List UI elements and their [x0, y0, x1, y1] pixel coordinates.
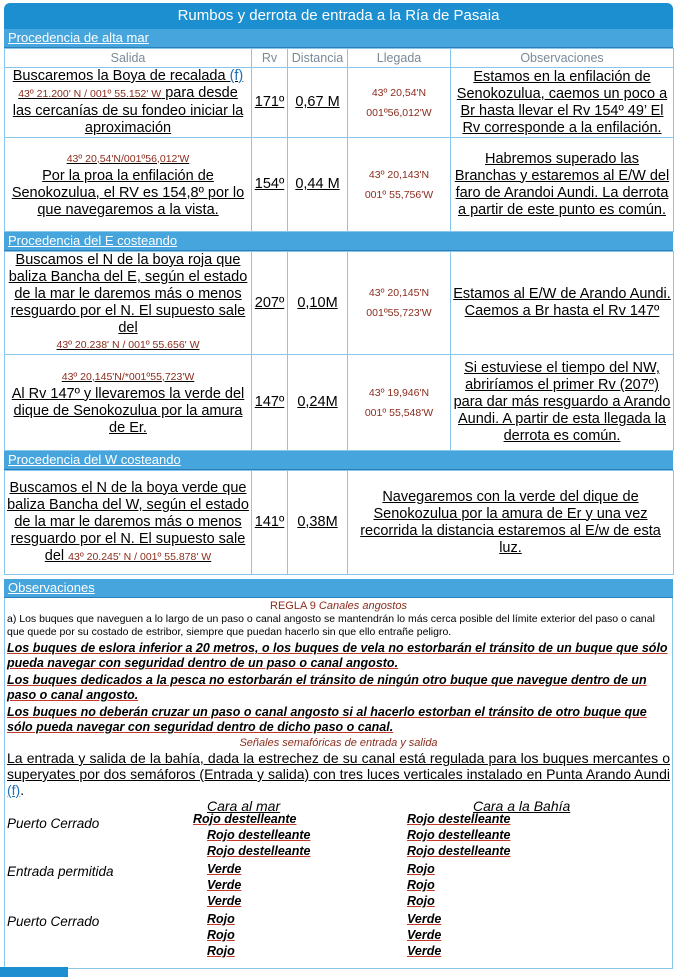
page-title: Rumbos y derrota de entrada a la Ría de Pasaia — [4, 3, 673, 29]
signal-bahia: Rojo destelleante — [407, 844, 511, 858]
signal-mar: Verde — [207, 862, 242, 876]
regla-bold-1: Los buques de eslora inferior a 20 metros, o los buques de vela no estorbarán el tránsito de un buque que sólo pueda navegar con seguridad dentro de un paso o canal angosto. — [7, 641, 668, 670]
signal-label: Puerto Cerrado — [7, 816, 100, 831]
obs-cell: Habremos superado las Branchas y estaremos al E/W del faro de Arandoi Aundi. La derrota a partir de este punto es común. — [451, 138, 674, 232]
regla-bold-2: Los buques dedicados a la pesca no estorbarán el tránsito de ningún otro buque que navegue dentro de un paso o canal angosto. — [7, 673, 647, 702]
signal-bahia: Verde — [407, 928, 442, 942]
table-row — [5, 138, 674, 232]
obs-cell: Si estuviese el tiempo del NW, abriríamos el primer Rv (207º) para dar más resguardo a Arando Aundi. A partir de esta llegada la derrota es común. — [451, 355, 674, 451]
signal-bahia: Rojo destelleante — [407, 812, 511, 826]
llegada-cell: 43º 20,143'N 001º 55,756'W — [348, 138, 451, 232]
rv-cell: 141º — [252, 471, 288, 575]
salida-cell: 43º 20,54'N/001º56,012'W Por la proa la enfilación de Senokozulua, el RV es 154,8º por lo que navegaremos a la vista. — [5, 138, 252, 232]
section-este[interactable]: Procedencia del E costeando — [4, 232, 673, 251]
regla-text: a) Los buques que naveguen a lo largo de un paso o canal angosto se mantendrán lo más cerca posible del límite exterior del paso o canal que quede por su costado de estribor, siempre que puedan hacerlo sin que ello entrañe peligro. — [7, 613, 655, 638]
coord-salida: 43º 20.238' N / 001º 55.656' W — [56, 339, 200, 351]
signal-mar: Rojo — [207, 928, 235, 942]
llegada-cell: 43º 20,145'N 001º55,723'W — [348, 252, 451, 355]
signal-bahia: Rojo — [407, 862, 435, 876]
footer-bar — [0, 967, 68, 977]
section-observaciones[interactable]: Observaciones — [4, 579, 673, 598]
coord-salida: 43º 20.245' N / 001º 55.878' W — [68, 550, 212, 563]
rv-cell: 207º — [252, 252, 288, 355]
section-alta-mar[interactable]: Procedencia de alta mar — [4, 29, 673, 48]
col-cara-mar: Cara al mar — [207, 798, 281, 814]
signal-mar: Rojo destelleante — [193, 812, 297, 826]
signal-mar: Rojo — [207, 912, 235, 926]
page — [4, 3, 673, 969]
rv-cell: 147º — [252, 355, 288, 451]
signal-mar: Rojo destelleante — [207, 828, 311, 842]
salida-cell: Buscamos el N de la boya roja que baliza Bancha del E, según el estado de la mar le daremos más o menos resguardo por el N. El supuesto sale del 43º 20.238' N / 001º 55.656' W — [5, 252, 252, 355]
coord-salida: 43º 21.200' N / 001º 55.152' W — [18, 88, 162, 100]
table-oeste — [4, 470, 674, 575]
salida-cell: 43º 20,145'N/*001º55,723'W Al Rv 147º y llevaremos la verde del dique de Senokozulua por la amura de Er. — [5, 355, 252, 451]
table-row — [5, 471, 674, 575]
header-observaciones: Observaciones — [451, 49, 674, 68]
distancia-cell: 0,67 M — [288, 68, 348, 138]
header-llegada: Llegada — [348, 49, 451, 68]
regla-bold-3: Los buques no deberán cruzar un paso o canal angosto si al hacerlo estorban el tránsito de otro buque que sólo pueda navegar con seguridad dentro de dicho paso o canal. — [7, 705, 647, 734]
table-header — [5, 49, 674, 68]
signal-bahia: Verde — [407, 912, 442, 926]
link-f[interactable]: (f) — [229, 68, 244, 84]
header-salida: Salida — [5, 49, 252, 68]
header-rv: Rv — [252, 49, 288, 68]
senales-paragraph: La entrada y salida de la bahía, dada la estrechez de su canal está regulada para los buques mercantes o superyates por dos semáforos (Entrada y salida) con tres luces verticales instalado en Punta Arando Aundi (f). — [7, 750, 670, 798]
table-row — [5, 252, 674, 355]
rv-cell: 154º — [252, 138, 288, 232]
table-alta-mar — [4, 48, 674, 232]
regla-title: REGLA 9 Canales angostos — [270, 600, 407, 612]
signal-label: Puerto Cerrado — [7, 914, 100, 929]
salida-cell: Buscaremos la Boya de recalada (f) 43º 21.200' N / 001º 55.152' W para desde las cercanías de su fondeo iniciar la aproximación — [5, 68, 252, 138]
table-row — [5, 355, 674, 451]
distancia-cell: 0,38M — [288, 471, 348, 575]
col-cara-bahia: Cara a la Bahía — [473, 798, 571, 814]
obs-cell: Navegaremos con la verde del dique de Senokozulua por la amura de Er y una vez recorrida la distancia estaremos al E/w de esta luz. — [348, 471, 674, 575]
signals-table — [7, 798, 670, 958]
llegada-cell: 43º 19,946'N 001º 55,548'W — [348, 355, 451, 451]
signal-bahia: Verde — [407, 944, 442, 958]
header-distancia: Distancia — [288, 49, 348, 68]
signal-bahia: Rojo destelleante — [407, 828, 511, 842]
obs-cell: Estamos al E/W de Arando Aundi. Caemos a Br hasta el Rv 147º — [451, 252, 674, 355]
table-este — [4, 251, 674, 451]
signal-mar: Rojo destelleante — [207, 844, 311, 858]
signal-bahia: Rojo — [407, 894, 435, 908]
distancia-cell: 0,24M — [288, 355, 348, 451]
signal-mar: Verde — [207, 878, 242, 892]
salida-cell: Buscamos el N de la boya verde que baliza Bancha del W, según el estado de la mar le daremos más o menos resguardo por el N. El supuesto sale del 43º 20.245' N / 001º 55.878' W — [5, 471, 252, 575]
llegada-cell: 43º 20,54'N 001º56,012'W — [348, 68, 451, 138]
signal-bahia: Rojo — [407, 878, 435, 892]
signal-mar: Rojo — [207, 944, 235, 958]
observaciones-panel — [4, 598, 673, 969]
distancia-cell: 0,10M — [288, 252, 348, 355]
signal-label: Entrada permitida — [7, 864, 114, 879]
coord-salida: 43º 20,145'N/*001º55,723'W — [61, 370, 195, 383]
signal-mar: Verde — [207, 894, 242, 908]
table-row — [5, 68, 674, 138]
obs-cell: Estamos en la enfilación de Senokozulua, caemos un poco a Br hasta llevar el Rv 154º 49’ El Rv corresponde a la enfilación. — [451, 68, 674, 138]
link-f[interactable]: (f) — [7, 782, 21, 798]
coord-salida: 43º 20,54'N/001º56,012'W — [66, 152, 190, 165]
rv-cell: 171º — [252, 68, 288, 138]
distancia-cell: 0,44 M — [288, 138, 348, 232]
section-oeste[interactable]: Procedencia del W costeando — [4, 451, 673, 470]
senales-title: Señales semafóricas de entrada y salida — [239, 737, 438, 749]
